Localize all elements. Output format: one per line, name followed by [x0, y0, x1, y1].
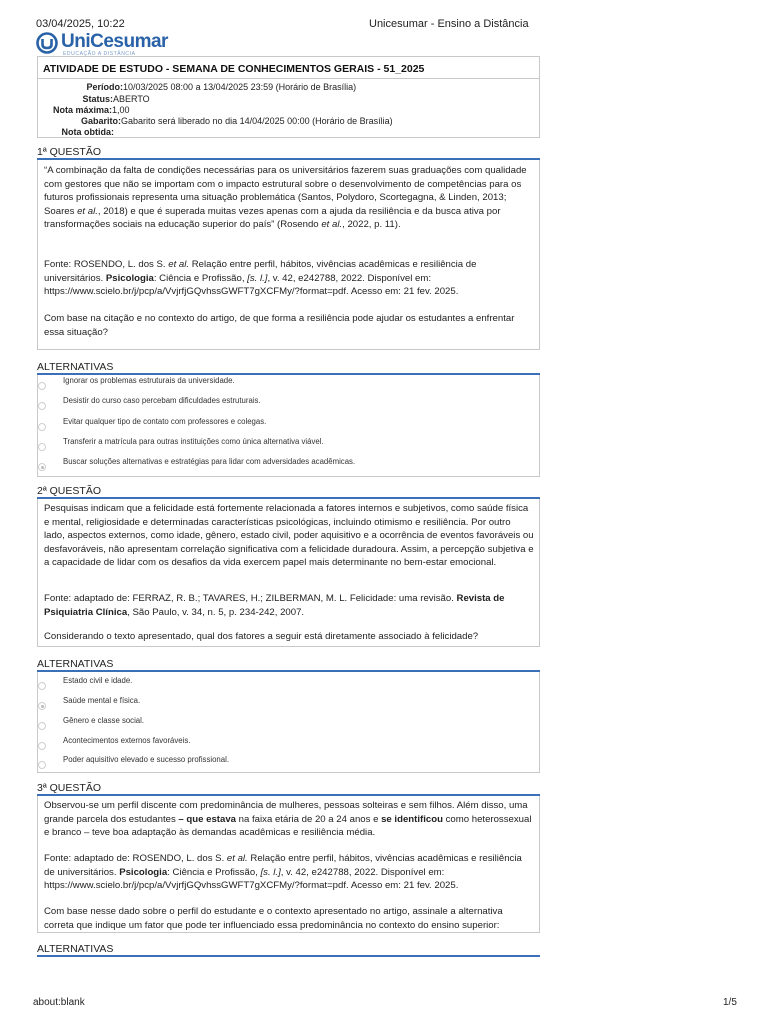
- text: “A combinação da falta de condições necessárias para os universitários fazerem suas graduações com qualidade com gestores que não se importam com o impacto estrutural sobre o desenvolvimento de competências para os futuros profissionais representa uma situação problemática (Santos, Polydoro, Scortegagna, & Linden, 2013; Soares: [44, 165, 527, 217]
- question-2-title: 2ª QUESTÃO: [37, 485, 101, 497]
- alternative-option[interactable]: [38, 717, 538, 737]
- alternative-option[interactable]: [38, 377, 538, 397]
- text-bold: – que estava: [178, 813, 237, 825]
- alternative-label: Evitar qualquer tipo de contato com professores e colegas.: [63, 417, 267, 426]
- text: , 2018) e que é superada muitas vezes apenas com a ajuda da resiliência e da busca ativa por transformações sociais na educação superior do país” (Rosendo: [44, 205, 501, 230]
- answer-key-label: Gabarito:: [80, 116, 121, 126]
- text-italic: et al.: [226, 853, 248, 864]
- alternatives-rule: [37, 955, 540, 957]
- alternative-label: Ignorar os problemas estruturais da universidade.: [63, 376, 235, 385]
- text-bold: se identificou: [381, 813, 443, 825]
- alternative-label: Poder aquisitivo elevado e sucesso profissional.: [63, 755, 229, 764]
- question-1-box: [37, 160, 540, 350]
- question-3-title: 3ª QUESTÃO: [37, 782, 101, 794]
- text-bold: Revista de Psiquiatria Clínica: [44, 593, 505, 618]
- alternative-option[interactable]: [38, 438, 538, 458]
- text: como heterossexual e branco – teve boa adaptação às demandas acadêmicas e resiliência média.: [44, 813, 532, 838]
- status-value: ABERTO: [113, 94, 150, 104]
- divider: [38, 78, 539, 79]
- max-grade-value: 1,00: [112, 105, 130, 115]
- text: : Ciência e Profissão,: [153, 272, 248, 284]
- text: Fonte: adaptado de: FERRAZ, R. B.; TAVARES, H.; ZILBERMAN, M. L. Felicidade: uma revisão.: [44, 593, 457, 604]
- question-1-alternatives: [37, 375, 540, 477]
- text: , v. 42, e242788, 2022. Disponível em: https://www.scielo.br/j/pcp/a/VvjrfjGQvhssGWFT7gXCFMy/?format=pdf. Acesso em: 21 fev. 2025.: [44, 866, 459, 891]
- text-italic: et al.: [77, 205, 98, 217]
- text-italic: et al.: [168, 259, 190, 270]
- text-italic: [s. l.]: [247, 272, 268, 284]
- max-grade-row: [38, 105, 130, 115]
- logo-name: UniCesumar: [61, 31, 168, 52]
- radio-button[interactable]: [38, 443, 46, 451]
- question-2-alternatives: [37, 672, 540, 773]
- text: Observou-se um perfil discente com predominância de mulheres, pessoas solteiras e sem filhos. Além disso, uma grande parcela dos estudantes: [44, 800, 528, 825]
- print-page-number: 1/5: [723, 997, 737, 1008]
- text: Fonte: ROSENDO, L. dos S.: [44, 259, 169, 270]
- alternative-label: Buscar soluções alternativas e estratégias para lidar com adversidades acadêmicas.: [63, 457, 356, 466]
- question-3-prompt: Com base nesse dado sobre o perfil do estudante e o contexto apresentado no artigo, assinale a alternativa correta que indique um fator que pode ter influenciado essa predominância no contexto do ensino superior:: [44, 906, 503, 931]
- alternative-label: Gênero e classe social.: [63, 716, 145, 725]
- alternative-option-selected[interactable]: [38, 697, 538, 717]
- text-italic: et al.: [321, 219, 343, 230]
- text: Fonte: adaptado de: ROSENDO, L. dos S.: [44, 853, 227, 864]
- text-italic: [s. l.]: [260, 866, 281, 878]
- question-1-alternatives-title: ALTERNATIVAS: [37, 361, 114, 373]
- grade-label: Nota obtida:: [61, 127, 114, 137]
- radio-button[interactable]: [38, 742, 46, 750]
- answer-key-value: Gabarito será liberado no dia 14/04/2025 00:00 (Horário de Brasília): [121, 116, 393, 126]
- question-3-box: [37, 796, 540, 933]
- radio-button[interactable]: [38, 722, 46, 730]
- question-2-box: [37, 499, 540, 647]
- text: , 2022, p. 11).: [342, 219, 401, 230]
- question-1-quote: [44, 164, 534, 232]
- question-2-prompt: Considerando o texto apresentado, qual dos fatores a seguir está diretamente associado à felicidade?: [44, 631, 479, 642]
- radio-button-selected[interactable]: [38, 463, 46, 471]
- question-1-source: [44, 258, 534, 299]
- unicesumar-logo: [36, 32, 168, 57]
- radio-button[interactable]: [38, 761, 46, 769]
- question-2-text: Pesquisas indicam que a felicidade está fortemente relacionada a fatores internos e subjetivos, como saúde física e mental, religiosidade e determinadas características psicológicas, incluindo otimismo e resiliência. Por outro lado, aspectos externos, como idade, gênero, estado civil, poder aquisitivo e a ocorrência de eventos favoráveis ou desfavoráveis, não apresentam correlação significativa com a felicidade duradoura. Assim, a percepção subjetiva e a capacidade de lidar com os desafios da vida exercem papel mais determinante no bem-estar emocional.: [44, 503, 534, 568]
- text-bold: Psicologia: [105, 272, 154, 284]
- text-bold: Psicologia: [119, 866, 168, 878]
- alternative-option[interactable]: [38, 677, 538, 697]
- question-1-title: 1ª QUESTÃO: [37, 146, 101, 158]
- alternative-label: Desistir do curso caso percebam dificuldades estruturais.: [63, 396, 261, 405]
- alternative-option[interactable]: [38, 737, 538, 757]
- logo-emblem-icon: [36, 32, 58, 54]
- question-3-source: [44, 852, 534, 893]
- print-datetime: 03/04/2025, 10:22: [36, 18, 125, 30]
- text: Relação entre perfil, hábitos, vivências acadêmicas e resiliência de universitários.: [44, 259, 477, 284]
- grade-row: [38, 127, 114, 137]
- alternative-label: Transferir a matrícula para outras instituições como única alternativa viável.: [63, 437, 324, 446]
- question-3-alternatives-title: ALTERNATIVAS: [37, 943, 114, 955]
- answer-key-row: [38, 116, 393, 126]
- text: Relação entre perfil, hábitos, vivências acadêmicas e resiliência de universitários.: [44, 853, 522, 878]
- period-value: 10/03/2025 08:00 a 13/04/2025 23:59 (Horário de Brasília): [123, 82, 357, 92]
- radio-button[interactable]: [38, 402, 46, 410]
- radio-button[interactable]: [38, 682, 46, 690]
- period-label: Período:: [86, 82, 123, 92]
- print-page-title: Unicesumar - Ensino a Distância: [369, 18, 529, 30]
- radio-button[interactable]: [38, 382, 46, 390]
- text: , v. 42, e242788, 2022. Disponível em: https://www.scielo.br/j/pcp/a/VvjrfjGQvhssGWFT7gXCFMy/?format=pdf. Acesso em: 21 fev. 2025.: [44, 272, 459, 297]
- print-url: about:blank: [33, 997, 85, 1008]
- alternative-option[interactable]: [38, 418, 538, 438]
- text: na faixa etária de 20 a 24 anos e: [236, 813, 382, 825]
- status-row: [38, 94, 150, 104]
- status-label: Status:: [82, 94, 113, 104]
- activity-info-box: [37, 56, 540, 138]
- question-1-prompt: Com base na citação e no contexto do artigo, de que forma a resiliência pode ajudar os estudantes a enfrentar essa situação?: [44, 313, 515, 338]
- alternative-option-selected[interactable]: [38, 458, 538, 478]
- text: , São Paulo, v. 34, n. 5, p. 234-242, 2007.: [127, 606, 305, 618]
- question-2-source: [44, 592, 534, 619]
- radio-button[interactable]: [38, 423, 46, 431]
- alternative-label: Estado civil e idade.: [63, 676, 133, 685]
- alternative-option[interactable]: [38, 756, 538, 776]
- question-2-alternatives-title: ALTERNATIVAS: [37, 658, 114, 670]
- max-grade-label: Nota máxima:: [52, 105, 112, 115]
- period-row: [38, 82, 356, 92]
- text: : Ciência e Profissão,: [167, 866, 261, 878]
- alternative-option[interactable]: [38, 397, 538, 417]
- question-3-text: [44, 799, 534, 840]
- radio-button-selected[interactable]: [38, 702, 46, 710]
- activity-title: ATIVIDADE DE ESTUDO - SEMANA DE CONHECIMENTOS GERAIS - 51_2025: [43, 63, 425, 75]
- alternative-label: Acontecimentos externos favoráveis.: [63, 736, 191, 745]
- logo-subtitle: EDUCAÇÃO A DISTÂNCIA: [63, 51, 136, 57]
- alternative-label: Saúde mental e física.: [63, 696, 141, 705]
